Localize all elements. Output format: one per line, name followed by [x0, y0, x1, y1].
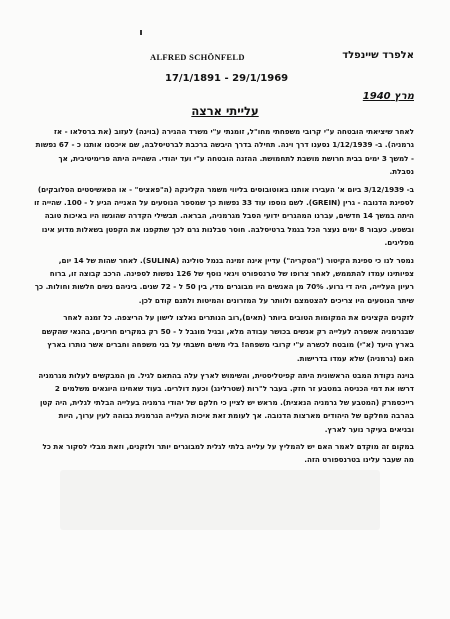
document-date: מרץ 1940 — [362, 91, 414, 102]
ink-mark — [140, 30, 142, 35]
paragraph: ב- 3/12/1939 ביום א' העבירו אותנו באוטובוסים בליווי משמר הקלינקה (ה"פאציס" - או הפאשיסטים הסלובקים) לספינת הדנובה - גרין (GREIN). לשם נוספו עוד 33 נפשות כך שמספר הנוסעים על האנייה הגיע ל - 100. שהייה זו היתה במשך 14 חדשים, עברנו המהגרים ידועי הסבל מגרמניה, הבראה. תבשילי הקדרה שהוגשו היו באיכות טובה ובשפע. כעבור 8 ימים נעצר הכל בגמל ברטיסלבה. חוסר סבלנות גרם לכך שתקפנו את הקפטן בשאלות מדוע אינו מפליגים. — [34, 184, 414, 248]
life-dates: 17/1/1891 - 29/1/1969 — [165, 73, 289, 84]
paragraph: לאחר שיציאתי הובטחה ע"י קרובי משפחתי מחו"ל, זומנתי ע"י משרד ההגירה (בוינה) לעזוב (את ברסלאו - אז גרמניה). ב- 1/12/1939 נסענו דרך וינה. תחילה בדרך היבשה ברכבת לברטיסלבה, שם איכסנו אותנו כ - 67 נפשות - למשך 3 ימים בבית חרושת מושבת לתחמושת. ההזנה הובטחה ע"י ועד יהודי. השהייה היתה פרימיטיבית, אך נסבלת. — [35, 127, 414, 177]
document-body — [32, 125, 414, 467]
paper-stain — [60, 470, 380, 530]
document-title: עלייתי ארצה — [191, 104, 259, 118]
paragraph: נמסר לנו כי ספינת הקיטור ("הסקריה") עדיין אינה זמינה בנמל סולינה (SULINA). לאחר שהות של 14 יום, צפיותינו עמדו להתממש, לאחר צרופו של טרנספורט ויגאי נוסף של 126 נפשות לספינה. הרכב קבוצה זו, ברוח רעיון העלייה, היה די גרוע. 70% מן האנשים היו מבוגרים מדי, בין 50 ל - 72 שנים. ביניהם נשים חלשות וחולות. כך שיתר הנוסעים היו צריכים להצטמצם ולוותר על המזרונים והמיטות ולתנם קודם לכן. — [34, 255, 414, 305]
paragraph: לזקנים הקצינים את המקומות הטובים ביותר (תאים),רוב הנותרים נאלצו לישון על הריצפה. כל זמנה לאחר שבגרמניה אשפרה לעלייה רק אנשים בכושר עבודה מלא, ובגיל מוגבל ל - 50 רק במקרים חריגים, בהנאי שהקשם בארץ היעד (א"י) מובטח לכשרה ע"י קרובי משפחה! בלי משים חשבתי על בני משפחה וחברים אשר נותרו בארץ האם (גרמניה) שלא עמדו בדרישות. — [41, 313, 414, 363]
author-name-hebrew: אלפרד שיינפלד — [342, 50, 414, 61]
paragraph: בוינה נקודת המבט הראשונית היתה קפיטליסטית, והשימוש לארץ עלה בהתאם לגיל. מן המבקשים לעלות מגרמניה דרשו את דמי הכניסה במטבע זר חזק. בעבר ל"רות (שטרלינג) וכעת דולרים. בעוד שאחינו היוגאים משלמים 2 רייכסמרק (המטבע של גרמניה הנאצית). מראש יש לציין כי חלקם של יהודי גרמניה בעלייה הבלתי לגלית, היה קטן בהרבה מחלקם של היהודים מארצות הדנובה. אך לעומת זאת איכות העלייה הגרמנית גבוהה לעין ערוך, היות ובניאים בעיקר נוער לארץ. — [38, 370, 414, 434]
paragraph: במקום זה מוקדם לאמר האם יש להמליץ על עלייה בלתי לגלית למבוגרים יותר ולזקנים, וזאת מבלי לסקור את כל מה שעבר עלינו בטרנספורט הזה. — [42, 441, 414, 465]
author-name-latin: ALFRED SCHÖNFELD — [150, 52, 245, 62]
